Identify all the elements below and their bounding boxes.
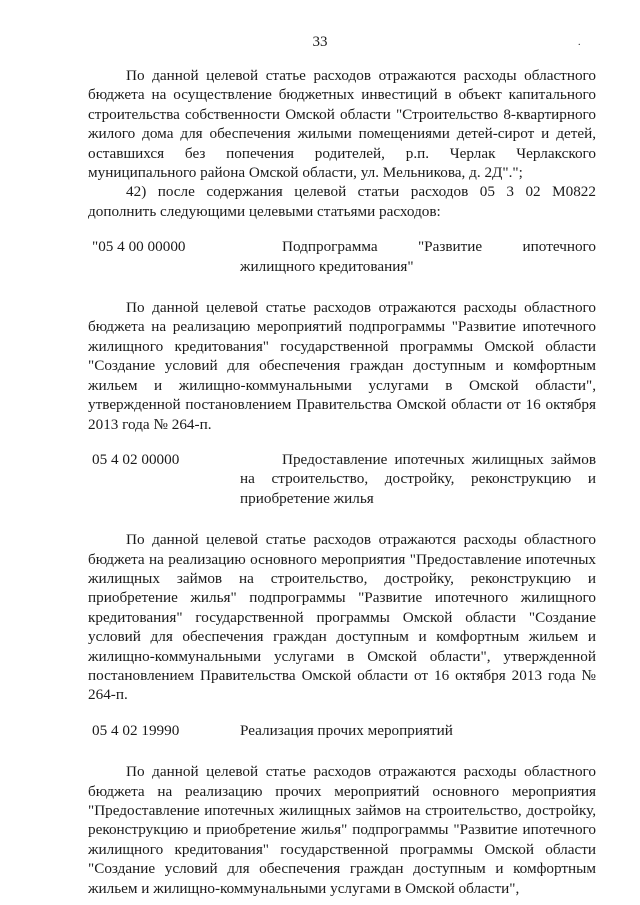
budget-entry-title: Реализация прочих мероприятий	[240, 721, 453, 739]
budget-code: "05 4 00 00000	[92, 238, 186, 256]
paragraph-other-activities: По данной целевой статье расходов отражаются расходы областного бюджета на реализацию прочих мероприятий основного мероприятия "Предоставление ипотечных жилищных займов на строительство, достройку, реконструкцию и приобретение жилья" подпрограммы "Развитие ипотечного жилищного кредитования" государственной программы Омской области "Создание условий для обеспечения граждан доступным и комфортным жильем и жилищно-коммунальными услугами в Омской области",	[88, 763, 596, 897]
document-body	[88, 66, 596, 898]
paragraph-subprogram: По данной целевой статье расходов отражаются расходы областного бюджета на реализацию мероприятий подпрограммы "Развитие ипотечного жилищного кредитования" государственной программы Омской области "Создание условий для обеспечения граждан доступным и комфортным жильем и жилищно-коммунальными услугами в Омской области", утвержденной постановлением Правительства Омской области от 16 октября 2013 года № 264-п.	[88, 299, 596, 433]
budget-code: 05 4 02 00000	[92, 450, 180, 468]
budget-entry-05-4-00-00000	[88, 237, 596, 276]
budget-entry-title: Подпрограмма "Развитие ипотечного жилищного кредитования"	[240, 238, 596, 275]
corner-mark: .	[578, 37, 581, 48]
budget-code: 05 4 02 19990	[92, 721, 180, 739]
budget-entry-05-4-02-19990	[88, 721, 596, 740]
budget-entry-05-4-02-00000	[88, 450, 596, 508]
page-number: 33	[312, 34, 328, 50]
paragraph-investments: По данной целевой статье расходов отражаются расходы областного бюджета на осуществление бюджетных инвестиций в объект капитального строительства собственности Омской области "Строительство 8-квартирного жилого дома для обеспечения жилыми помещениями детей-сирот и детей, оставшихся без попечения родителей, р.п. Черлак Черлакского муниципального района Омской области, ул. Мельникова, д. 2Д".";	[88, 67, 596, 182]
budget-entry-title: Предоставление ипотечных жилищных займов на строительство, достройку, реконструкцию и приобретение жилья	[240, 450, 596, 507]
paragraph-item-42: 42) после содержания целевой статьи расходов 05 3 02 М0822 дополнить следующими целевыми статьями расходов:	[88, 183, 596, 220]
paragraph-main-activity: По данной целевой статье расходов отражаются расходы областного бюджета на реализацию основного мероприятия "Предоставление ипотечных жилищных займов на строительство, достройку, реконструкцию и приобретение жилья" подпрограммы "Развитие ипотечного жилищного кредитования" государственной программы Омской области "Создание условий для обеспечения граждан доступным и комфортным жильем и жилищно-коммунальными услугами в Омской области", утвержденной постановлением Правительства Омской области от 16 октября 2013 года № 264-п.	[88, 531, 596, 704]
